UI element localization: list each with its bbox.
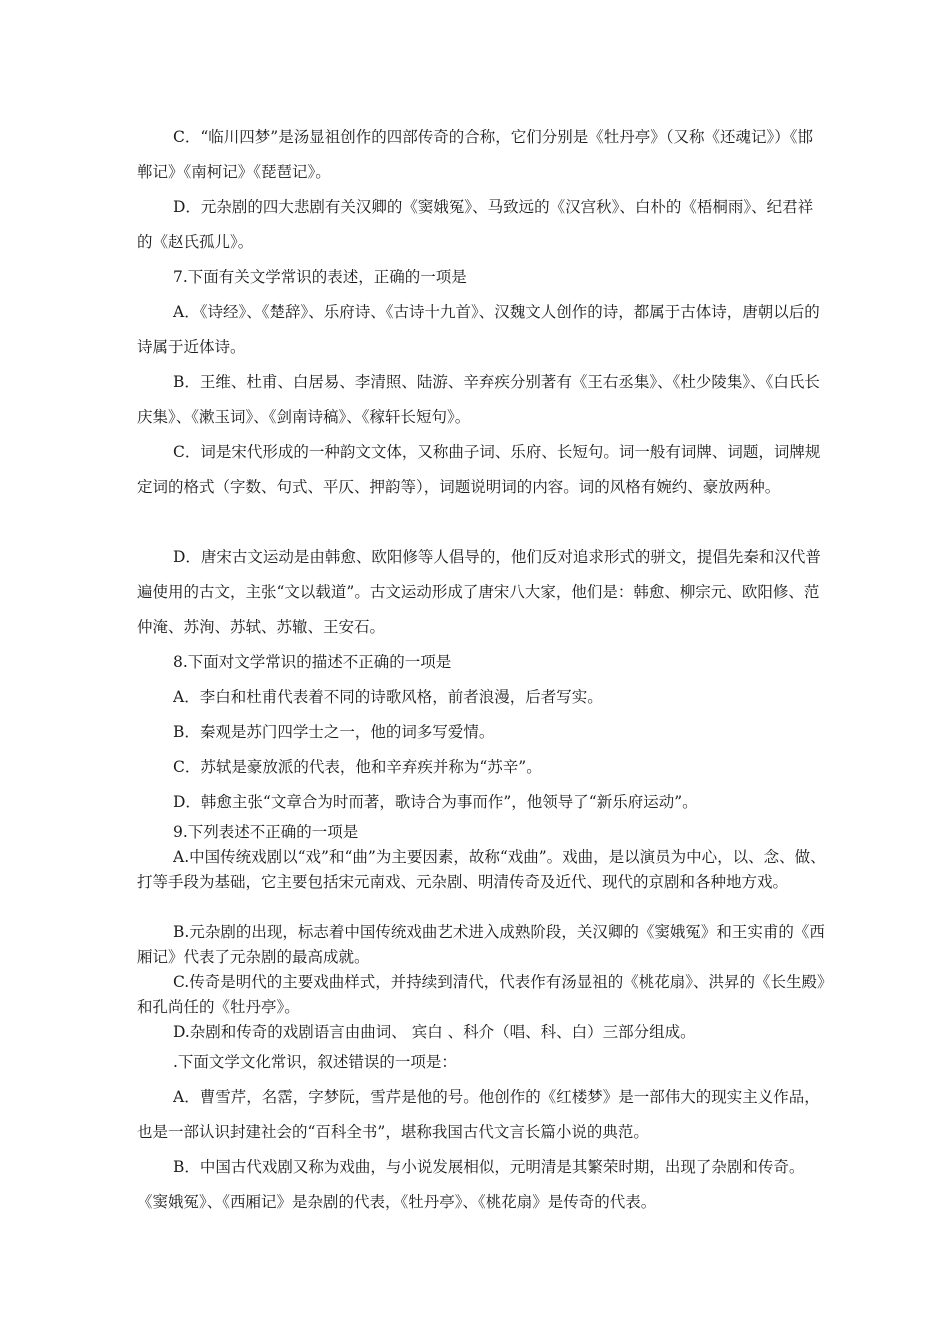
q9-option-d: D.杂剧和传奇的戏剧语言由曲词、 宾白 、科介（唱、科、白）三部分组成。 (173, 1023, 696, 1041)
option-c-linchuan: C．“临川四梦”是汤显祖创作的四部传奇的合称，它们分别是《牡丹亭》（又称《还魂记》）《邯郸记》《南柯记》《琵琶记》。 (137, 128, 813, 181)
q8-option-a: A．李白和杜甫代表着不同的诗歌风格，前者浪漫，后者写实。 (173, 688, 603, 706)
q9-option-a: A.中国传统戏剧以“戏”和“曲”为主要因素，故称“戏曲”。戏曲，是以演员为中心，以、念、做、打等手段为基础，它主要包括宋元南戏、元杂剧、明清传奇及近代、现代的京剧和各种地方戏。 (137, 848, 826, 891)
q8-option-d: D．韩愈主张“文章合为时而著，歌诗合为事而作”，他领导了“新乐府运动”。 (173, 793, 698, 811)
q8-option-b: B．秦观是苏门四学士之一，他的词多写爱情。 (173, 723, 495, 741)
option-d-yuan-tragedies: D．元杂剧的四大悲剧有关汉卿的《窦娥冤》、马致远的《汉宫秋》、白朴的《梧桐雨》、纪君祥的《赵氏孤儿》。 (137, 198, 814, 251)
q9-option-b: B.元杂剧的出现，标志着中国传统戏曲艺术进入成熟阶段，关汉卿的《窦娥冤》和王实甫的《西厢记》代表了元杂剧的最高成就。 (137, 923, 825, 966)
q7-option-a: A．《诗经》、《楚辞》、乐府诗、《古诗十九首》、汉魏文人创作的诗，都属于古体诗，唐朝以后的诗属于近体诗。 (137, 303, 820, 356)
q10-option-b: B．中国古代戏剧又称为戏曲，与小说发展相似，元明清是其繁荣时期，出现了杂剧和传奇。《窦娥冤》、《西厢记》是杂剧的代表，《牡丹亭》、《桃花扇》是传奇的代表。 (137, 1158, 805, 1211)
question-7: 7.下面有关文学常识的表述，正确的一项是 (173, 268, 467, 286)
q8-option-c: C．苏轼是豪放派的代表，他和辛弃疾并称为“苏辛”。 (173, 758, 542, 776)
q7-option-c: C．词是宋代形成的一种韵文文体，又称曲子词、乐府、长短句。词一般有词牌、词题，词牌规定词的格式（字数、句式、平仄、押韵等），词题说明词的内容。词的风格有婉约、豪放两种。 (137, 443, 821, 496)
q7-option-b: B．王维、杜甫、白居易、李清照、陆游、辛弃疾分别著有《王右丞集》、《杜少陵集》、《白氏长庆集》、《漱玉词》、《剑南诗稿》、《稼轩长短句》。 (137, 373, 820, 426)
q10-option-a: A．曹雪芹，名霑，字梦阮，雪芹是他的号。他创作的《红楼梦》是一部伟大的现实主义作品，也是一部认识封建社会的“百科全书”，堪称我国古代文言长篇小说的典范。 (137, 1088, 820, 1141)
q7-option-d: D．唐宋古文运动是由韩愈、欧阳修等人倡导的，他们反对追求形式的骈文，提倡先秦和汉代普遍使用的古文，主张“文以载道”。古文运动形成了唐宋八大家，他们是：韩愈、柳宗元、欧阳修、范仲淹、苏洵、苏轼、苏辙、王安石。 (137, 548, 821, 636)
question-9: 9.下列表述不正确的一项是 (173, 823, 359, 841)
q9-option-c: C.传奇是明代的主要戏曲样式，并持续到清代，代表作有汤显祖的《桃花扇》、洪昇的《长生殿》和孔尚任的《牡丹亭》。 (137, 973, 825, 1016)
question-10: .下面文学文化常识，叙述错误的一项是： (173, 1053, 457, 1071)
question-8: 8.下面对文学常识的描述不正确的一项是 (173, 653, 452, 671)
